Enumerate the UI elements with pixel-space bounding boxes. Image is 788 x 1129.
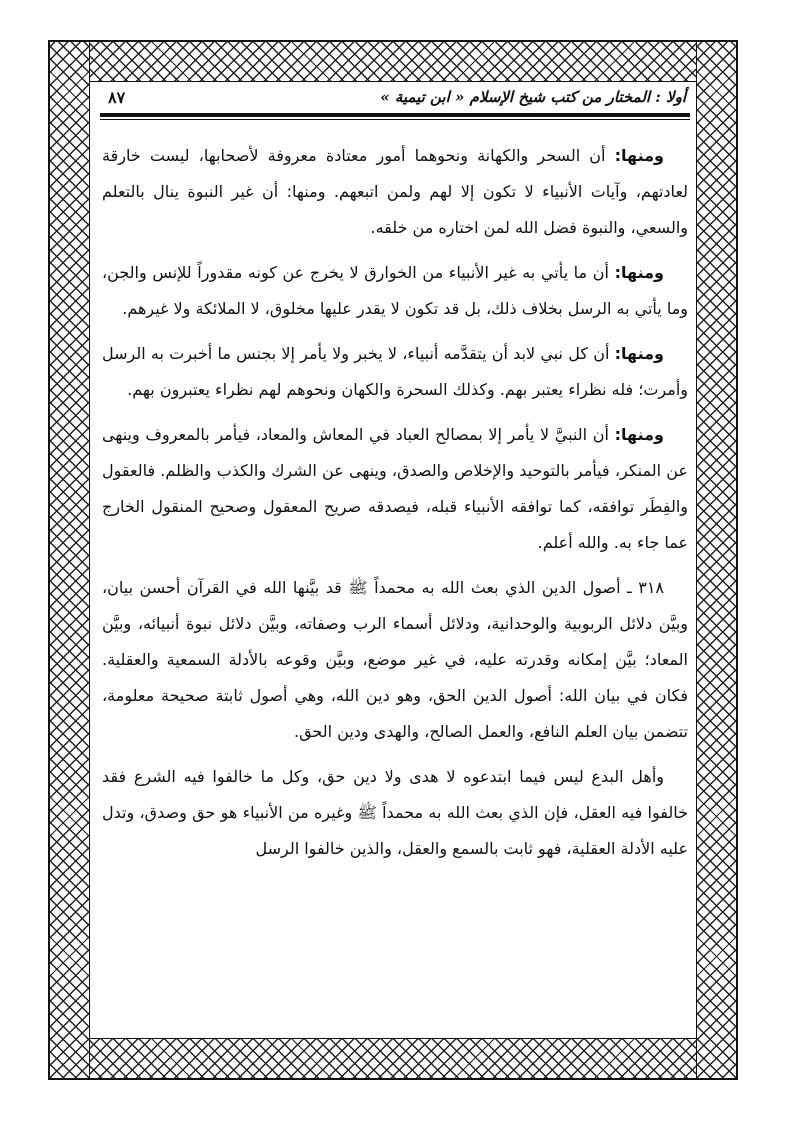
paragraph [102, 138, 688, 246]
ornament-border-top [50, 42, 736, 82]
ornament-border-right [696, 42, 736, 1078]
paragraph-text: أن النبيَّ لا يأمر إلا بمصالح العباد في المعاش والمعاد، فيأمر بالمعروف وينهى عن المنكر، فيأمر بالتوحيد والإخلاص والصدق، وينهى عن الشرك والكذب والظلم. فالعقول والفِطَر توافقه، كما توافقه الأنبياء قبله، فيصدقه صريح المعقول وصحيح المنقول الخارج عما جاء به. والله أعلم. [102, 425, 688, 552]
paragraph [102, 759, 688, 867]
paragraph-text: أن ما يأتي به غير الأنبياء من الخوارق لا يخرج عن كونه مقدوراً للإنس والجن، وما يأتي به الرسل بخلاف ذلك، بل قد تكون لا يقدر عليها مخلوق، لا الملائكة ولا غيرهم. [102, 263, 688, 318]
paragraph [102, 570, 688, 750]
paragraph-lead: ومنها: [614, 263, 664, 282]
paragraph-text: وأهل البدع ليس فيما ابتدعوه لا هدى ولا دين حق، وكل ما خالفوا فيه الشرع فقد خالفوا فيه العقل، فإن الذي بعث الله به محمداً ﷺ وغيره من الأنبياء هو حق وصدق، وتدل عليه الأدلة العقلية، فهو ثابت بالسمع والعقل، والذين خالفوا الرسل [102, 767, 688, 858]
header-rule-thin [100, 119, 690, 120]
paragraph-text: أن كل نبي لابد أن يتقدَّمه أنبياء، لا يخبر ولا يأمر إلا بجنس ما أخبرت به الرسل وأمرت؛ فله نظراء يعتبر بهم. وكذلك السحرة والكهان ونحوهم لهم نظراء يعتبرون بهم. [102, 344, 688, 399]
paragraph-lead: ومنها: [614, 425, 664, 444]
page-number: ٨٧ [108, 88, 126, 107]
paragraph-lead: ومنها: [614, 344, 664, 363]
header-rule-thick [100, 113, 690, 117]
running-header [100, 86, 690, 112]
paragraph [102, 255, 688, 327]
ornament-border-left [50, 42, 90, 1078]
paragraph [102, 336, 688, 408]
paragraph-text: ٣١٨ ـ أصول الدين الذي بعث الله به محمداً ﷺ قد بيَّنها الله في القرآن أحسن بيان، وبيَّن دلائل الربوبية والوحدانية، ودلائل أسماء الرب وصفاته، وبيَّن دلائل نبوة أنبيائه، وبيَّن المعاد؛ بيَّن إمكانه وقدرته عليه، في غير موضع، وبيَّن وقوعه بالأدلة السمعية والعقلية. فكان في بيان الله: أصول الدين الحق، وهو دين الله، وهي أصول ثابتة صحيحة معلومة، تتضمن بيان العلم النافع، والعمل الصالح، والهدى ودين الحق. [102, 578, 688, 741]
paragraph-text: أن السحر والكهانة ونحوهما أمور معتادة معروفة لأصحابها، ليست خارقة لعادتهم، وآيات الأنبياء لا تكون إلا لهم ولمن اتبعهم. ومنها: أن غير النبوة ينال بالتعلم والسعي، والنبوة فضل الله لمن اختاره من خلقه. [102, 146, 688, 237]
paragraph [102, 417, 688, 561]
paragraph-lead: ومنها: [614, 146, 664, 165]
header-title: أولا : المختار من كتب شيخ الإسلام « ابن تيمية » [380, 88, 686, 106]
body-text [102, 138, 688, 1038]
ornament-border-bottom [50, 1038, 736, 1078]
